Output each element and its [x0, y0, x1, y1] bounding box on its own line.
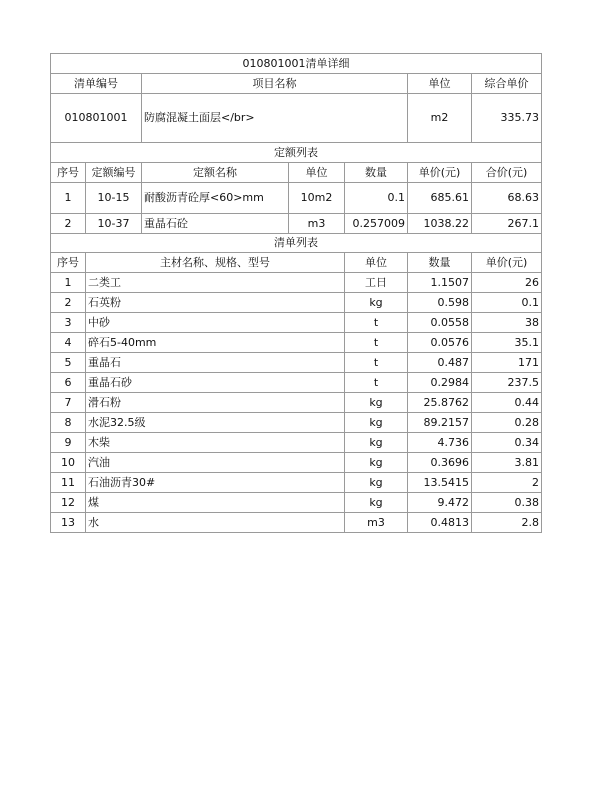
material-header-seq: 序号: [51, 253, 86, 273]
material-row: [51, 313, 542, 333]
material-unit: kg: [345, 493, 408, 513]
material-unit: kg: [345, 393, 408, 413]
material-row: [51, 473, 542, 493]
material-header-row: [51, 253, 542, 273]
material-name: 煤: [86, 493, 345, 513]
material-unit-price: 35.1: [472, 333, 542, 353]
material-qty: 0.487: [408, 353, 472, 373]
material-seq: 7: [51, 393, 86, 413]
material-unit-price: 3.81: [472, 453, 542, 473]
quota-seq: 1: [51, 183, 86, 214]
material-unit: kg: [345, 473, 408, 493]
material-unit: kg: [345, 453, 408, 473]
header-composite-price: 综合单价: [472, 74, 542, 94]
material-unit: kg: [345, 293, 408, 313]
material-row: [51, 373, 542, 393]
material-name: 水: [86, 513, 345, 533]
material-list: [51, 273, 542, 533]
quota-unit-price: 685.61: [408, 183, 472, 214]
material-name: 木柴: [86, 433, 345, 453]
material-qty: 1.1507: [408, 273, 472, 293]
header-unit: 单位: [408, 74, 472, 94]
quota-unit: 10m2: [289, 183, 345, 214]
material-unit: t: [345, 333, 408, 353]
material-qty: 0.3696: [408, 453, 472, 473]
material-unit-price: 0.44: [472, 393, 542, 413]
material-seq: 5: [51, 353, 86, 373]
quota-qty: 0.1: [345, 183, 408, 214]
material-unit-price: 237.5: [472, 373, 542, 393]
quota-header-name: 定额名称: [142, 163, 289, 183]
material-seq: 12: [51, 493, 86, 513]
table-title: 010801001清单详细: [51, 54, 542, 74]
quota-seq: 2: [51, 214, 86, 234]
material-name: 滑石粉: [86, 393, 345, 413]
material-qty: 4.736: [408, 433, 472, 453]
material-unit: m3: [345, 513, 408, 533]
quota-total: 267.1: [472, 214, 542, 234]
material-unit: t: [345, 353, 408, 373]
material-name: 石油沥青30#: [86, 473, 345, 493]
material-section-title: 清单列表: [51, 234, 542, 253]
quota-row: [51, 214, 542, 234]
material-unit-price: 171: [472, 353, 542, 373]
material-unit-price: 0.38: [472, 493, 542, 513]
material-name: 汽油: [86, 453, 345, 473]
material-name: 重晶石: [86, 353, 345, 373]
quota-header-unit: 单位: [289, 163, 345, 183]
material-row: [51, 273, 542, 293]
material-header-qty: 数量: [408, 253, 472, 273]
material-unit-price: 0.1: [472, 293, 542, 313]
material-unit-price: 26: [472, 273, 542, 293]
material-row: [51, 413, 542, 433]
quota-section-row: [51, 143, 542, 163]
quota-qty: 0.257009: [345, 214, 408, 234]
material-qty: 13.5415: [408, 473, 472, 493]
material-seq: 11: [51, 473, 86, 493]
material-unit: kg: [345, 433, 408, 453]
bill-code: 010801001: [51, 94, 142, 143]
material-header-unit: 单位: [345, 253, 408, 273]
material-row: [51, 513, 542, 533]
summary-row: [51, 94, 542, 143]
quota-unit-price: 1038.22: [408, 214, 472, 234]
material-row: [51, 333, 542, 353]
material-seq: 4: [51, 333, 86, 353]
material-unit-price: 0.34: [472, 433, 542, 453]
quota-header-total: 合价(元): [472, 163, 542, 183]
material-name: 二类工: [86, 273, 345, 293]
material-unit: kg: [345, 413, 408, 433]
composite-price: 335.73: [472, 94, 542, 143]
quota-unit: m3: [289, 214, 345, 234]
material-seq: 2: [51, 293, 86, 313]
material-seq: 13: [51, 513, 86, 533]
quota-code: 10-15: [86, 183, 142, 214]
quota-name: 耐酸沥青砼厚<60>mm: [142, 183, 289, 214]
material-row: [51, 493, 542, 513]
material-unit-price: 0.28: [472, 413, 542, 433]
header-item-name: 项目名称: [142, 74, 408, 94]
material-header-name: 主材名称、规格、型号: [86, 253, 345, 273]
item-unit: m2: [408, 94, 472, 143]
material-unit: t: [345, 313, 408, 333]
material-qty: 0.0576: [408, 333, 472, 353]
material-header-unit-price: 单价(元): [472, 253, 542, 273]
material-row: [51, 433, 542, 453]
material-row: [51, 353, 542, 373]
material-seq: 8: [51, 413, 86, 433]
quota-header-row: [51, 163, 542, 183]
material-seq: 10: [51, 453, 86, 473]
material-seq: 6: [51, 373, 86, 393]
material-name: 碎石5-40mm: [86, 333, 345, 353]
material-qty: 89.2157: [408, 413, 472, 433]
material-name: 中砂: [86, 313, 345, 333]
material-row: [51, 393, 542, 413]
material-name: 水泥32.5级: [86, 413, 345, 433]
material-row: [51, 453, 542, 473]
material-unit-price: 38: [472, 313, 542, 333]
quota-row: [51, 183, 542, 214]
material-unit: 工日: [345, 273, 408, 293]
material-name: 重晶石砂: [86, 373, 345, 393]
material-name: 石英粉: [86, 293, 345, 313]
material-unit-price: 2: [472, 473, 542, 493]
title-row: [51, 54, 542, 74]
material-qty: 0.4813: [408, 513, 472, 533]
quota-header-seq: 序号: [51, 163, 86, 183]
quota-header-qty: 数量: [345, 163, 408, 183]
material-seq: 1: [51, 273, 86, 293]
quota-name: 重晶石砼: [142, 214, 289, 234]
item-name: 防腐混凝土面层</br>: [142, 94, 408, 143]
material-row: [51, 293, 542, 313]
quota-header-code: 定额编号: [86, 163, 142, 183]
material-seq: 9: [51, 433, 86, 453]
material-unit-price: 2.8: [472, 513, 542, 533]
quota-code: 10-37: [86, 214, 142, 234]
material-section-row: [51, 234, 542, 253]
quota-total: 68.63: [472, 183, 542, 214]
material-qty: 0.0558: [408, 313, 472, 333]
material-seq: 3: [51, 313, 86, 333]
material-qty: 0.2984: [408, 373, 472, 393]
material-qty: 0.598: [408, 293, 472, 313]
material-qty: 9.472: [408, 493, 472, 513]
bill-detail-table: [50, 53, 542, 533]
material-qty: 25.8762: [408, 393, 472, 413]
quota-section-title: 定额列表: [51, 143, 542, 163]
summary-header-row: [51, 74, 542, 94]
header-bill-code: 清单编号: [51, 74, 142, 94]
quota-header-unit-price: 单价(元): [408, 163, 472, 183]
material-unit: t: [345, 373, 408, 393]
